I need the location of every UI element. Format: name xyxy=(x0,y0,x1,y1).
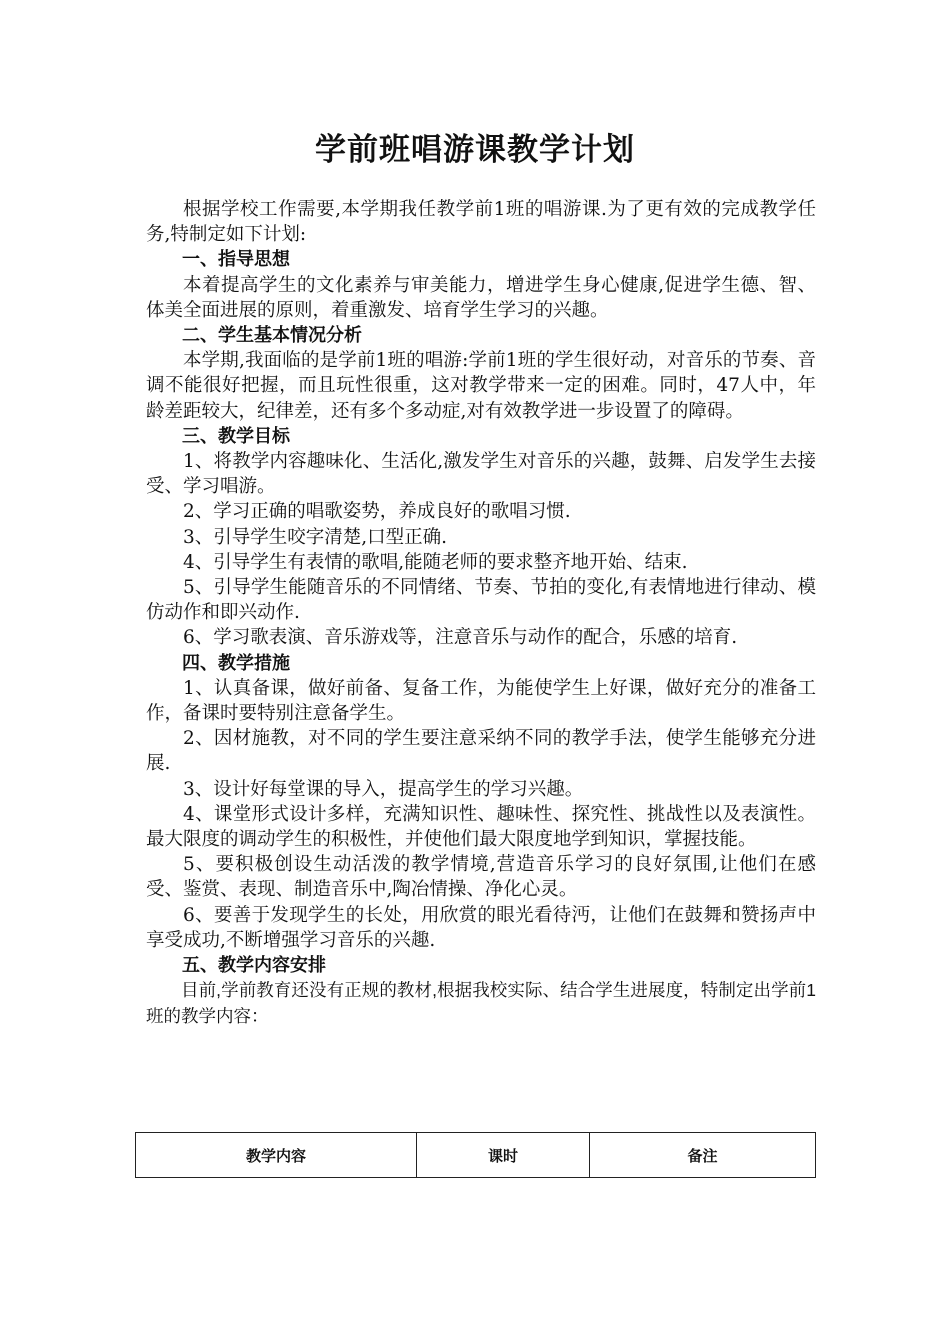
table-header-row xyxy=(136,1133,816,1178)
document-title: 学前班唱游课教学计划 xyxy=(315,132,635,168)
list-item: 4、引导学生有表情的歌唱,能随老师的要求整齐地开始、结束. xyxy=(183,551,688,573)
list-item: 3、引导学生咬字清楚,口型正确. xyxy=(183,526,448,548)
document-body xyxy=(146,197,816,1029)
section-heading-content-arrangement: 五、教学内容安排 xyxy=(182,955,326,977)
list-item: 1、将教学内容趣味化、生活化,激发学生对音乐的兴趣，鼓舞、启发学生去接受、学习唱游。 xyxy=(146,451,816,498)
section-heading-student-analysis: 二、学生基本情况分析 xyxy=(182,325,362,347)
table-header-cell: 教学内容 xyxy=(136,1133,417,1178)
list-item: 4、课堂形式设计多样，充满知识性、趣味性、探究性、挑战性以及表演性。最大限度的调动学生的积极性，并使他们最大限度地学到知识，掌握技能。 xyxy=(146,803,816,851)
paragraph: 目前,学前教育还没有正规的教材,根据我校实际、结合学生进展度，特制定出学前1班的教学内容： xyxy=(146,980,816,1026)
paragraph: 本着提高学生的文化素养与审美能力，增进学生身心健康,促进学生德、智、体美全面进展的原则，着重激发、培育学生学习的兴趣。 xyxy=(146,274,816,321)
table-header-cell: 备注 xyxy=(590,1133,816,1178)
section-heading-guiding-thought: 一、指导思想 xyxy=(182,249,290,271)
list-item: 5、要积极创设生动活泼的教学情境,营造音乐学习的良好氛围,让他们在感受、鉴赏、表现、制造音乐中,陶冶情操、净化心灵。 xyxy=(146,854,816,901)
list-item: 3、设计好每堂课的导入，提高学生的学习兴趣。 xyxy=(183,778,584,800)
table-header-cell: 课时 xyxy=(417,1133,590,1178)
content-table xyxy=(135,1132,816,1178)
list-item: 6、学习歌表演、音乐游戏等，注意音乐与动作的配合，乐感的培育. xyxy=(183,627,738,649)
section-heading-teaching-measures: 四、教学措施 xyxy=(182,652,290,674)
section-heading-teaching-goals: 三、教学目标 xyxy=(182,425,290,447)
list-item: 5、引导学生能随音乐的不同情绪、节奏、节拍的变化,有表情地进行律动、模仿动作和即兴动作. xyxy=(146,577,816,624)
list-item: 2、因材施教，对不同的学生要注意采纳不同的教学手法，使学生能够充分进展. xyxy=(146,728,816,775)
paragraph: 本学期,我面临的是学前1班的唱游:学前1班的学生很好动，对音乐的节奏、音调不能很好把握，而且玩性很重，这对教学带来一定的困难。同时，47人中，年龄差距较大，纪律差，还有多个多动症,对有效教学进一步设置了的障碍。 xyxy=(146,350,816,422)
list-item: 1、认真备课，做好前备、复备工作，为能使学生上好课，做好充分的准备工作，备课时要特别注意备学生。 xyxy=(146,677,816,725)
list-item: 2、学习正确的唱歌姿势，养成良好的歌唱习惯. xyxy=(183,501,571,523)
intro-paragraph: 根据学校工作需要,本学期我任教学前1班的唱游课.为了更有效的完成教学任务,特制定如下计划: xyxy=(146,199,816,246)
list-item: 6、要善于发现学生的长处，用欣赏的眼光看待沔，让他们在鼓舞和赞扬声中享受成功,不断增强学习音乐的兴趣. xyxy=(146,904,816,951)
